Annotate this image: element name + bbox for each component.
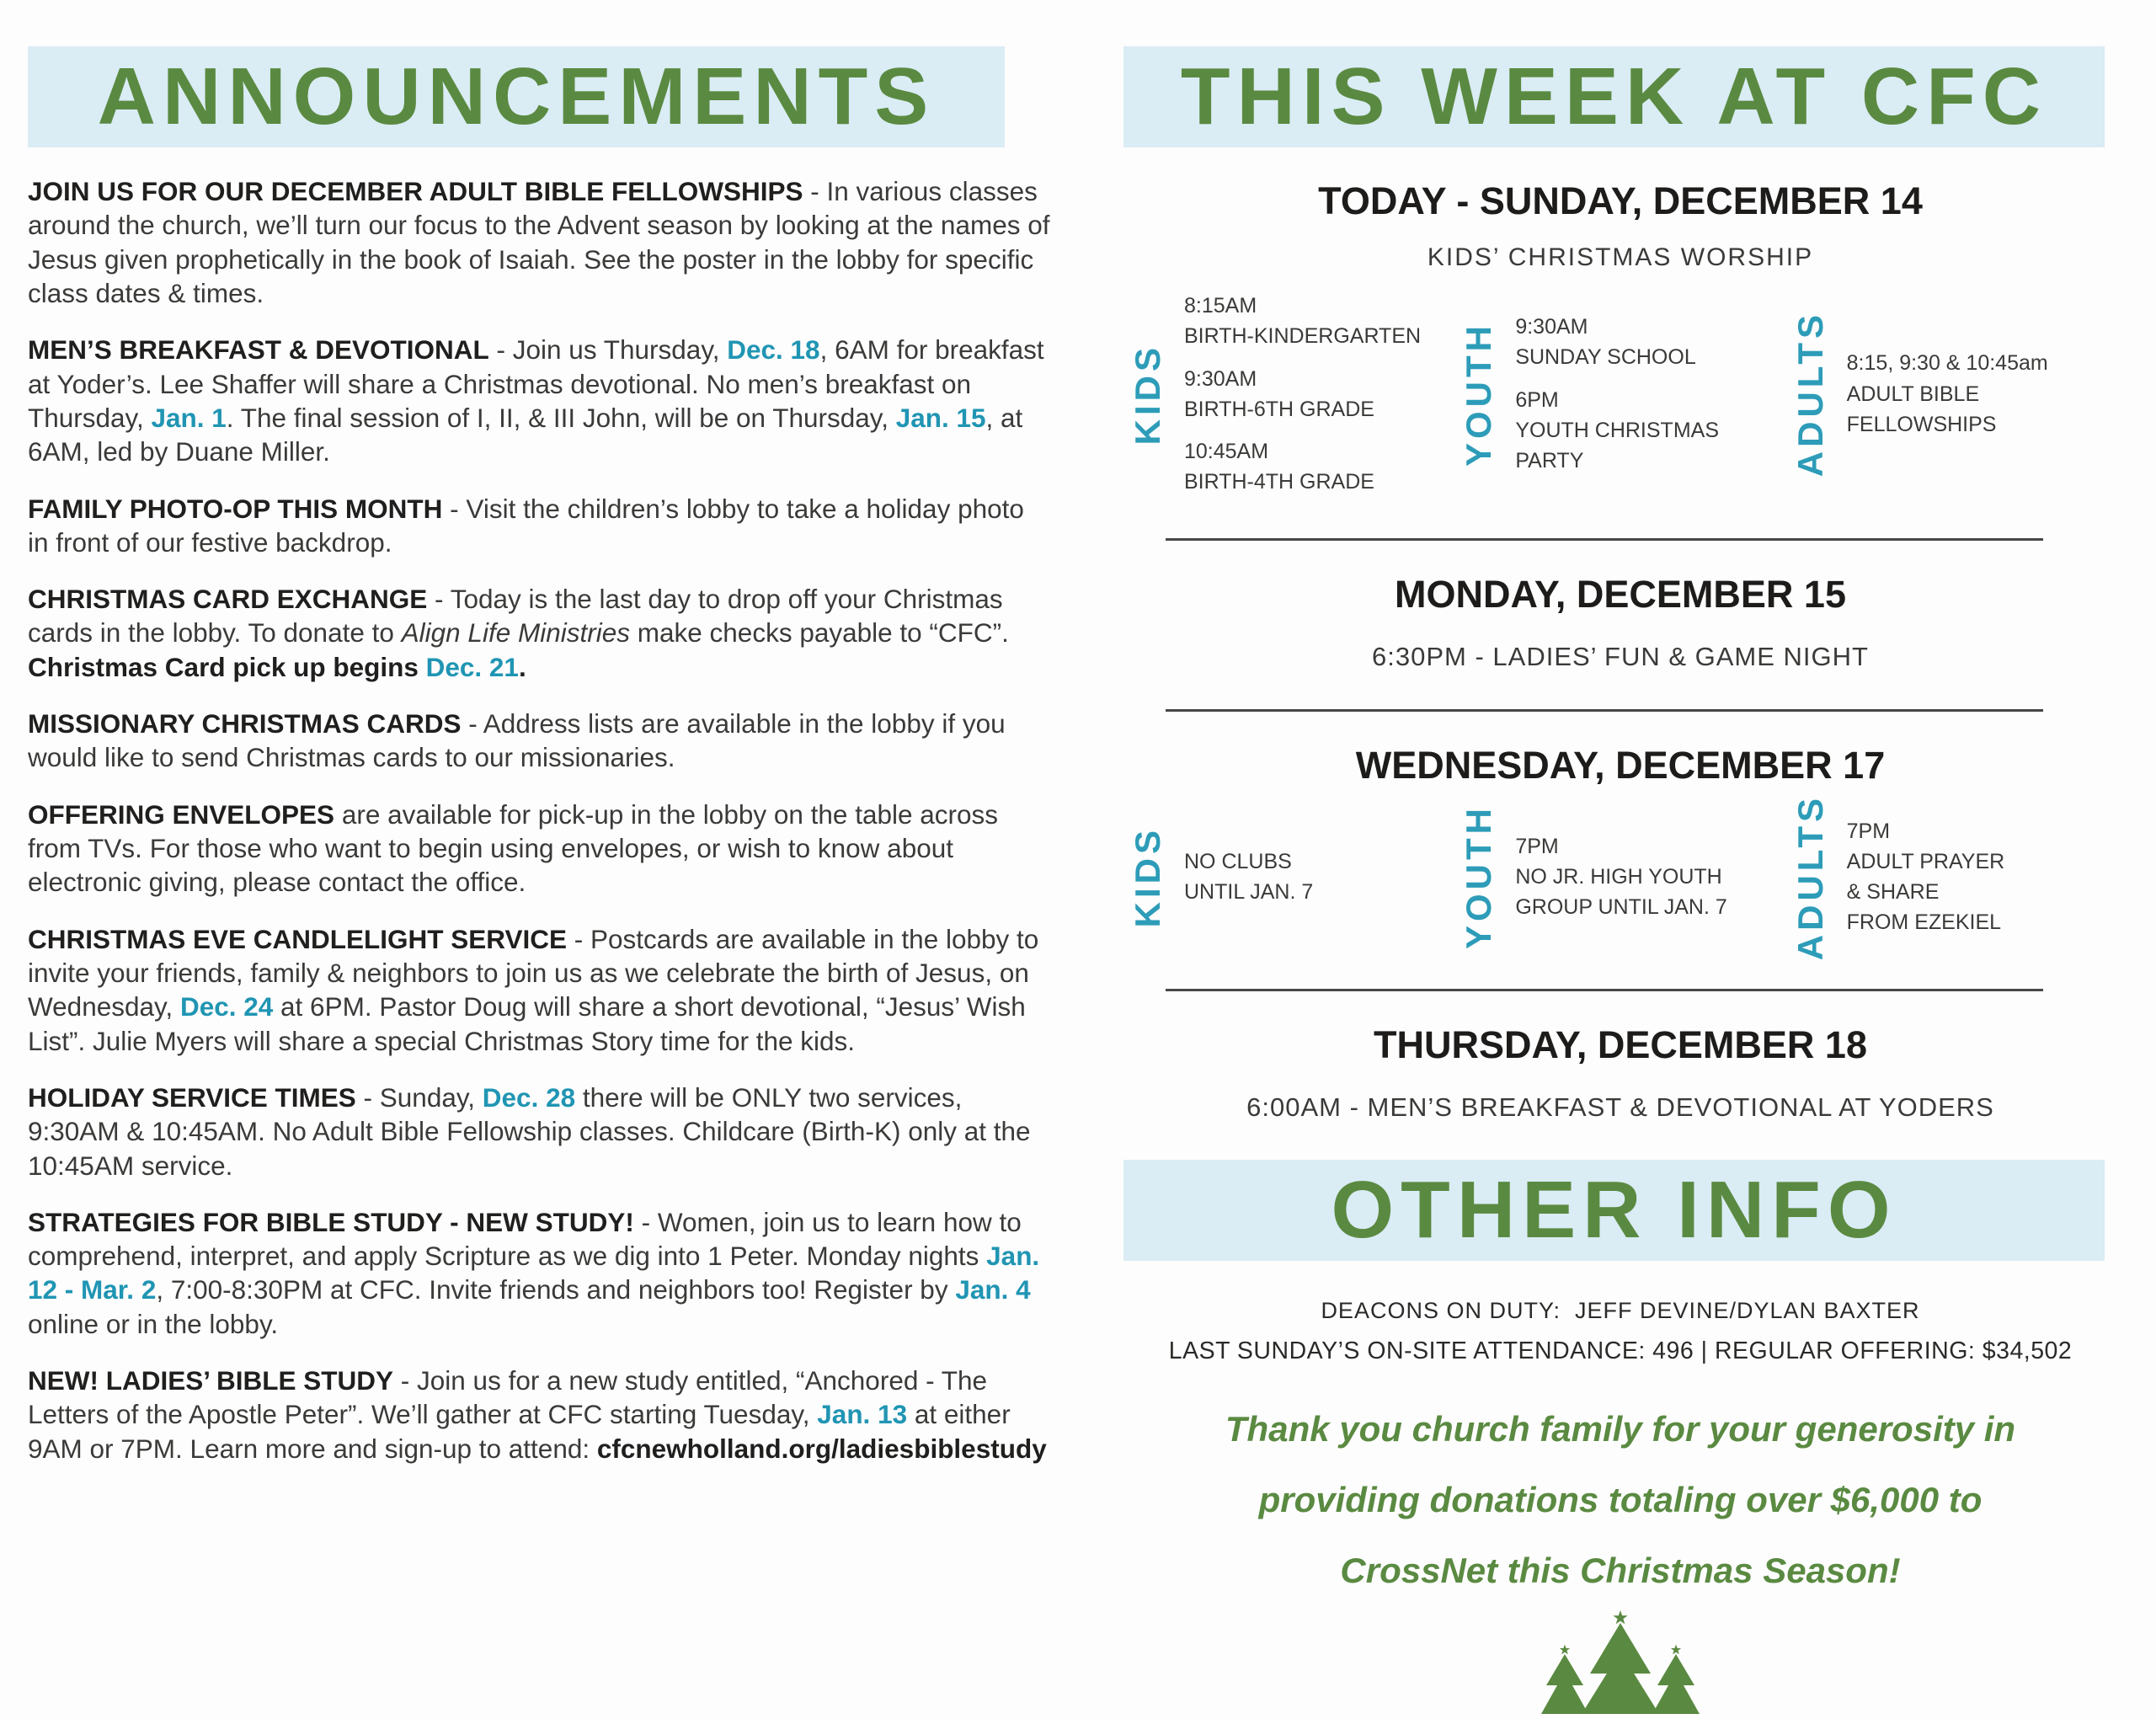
thank-you-line: Thank you church family for your generosity in <box>1225 1408 2016 1449</box>
other-info-band <box>1123 1160 2105 1261</box>
day-section <box>1123 573 2117 672</box>
text-segment: OFFERING ENVELOPES <box>28 798 335 830</box>
text-segment: , 7:00-8:30PM at CFC. Invite friends and neighbors too! Register by <box>156 1274 956 1305</box>
group-label-wrap <box>1454 322 1503 467</box>
schedule-line: 8:15AM <box>1184 294 1257 318</box>
schedule-block <box>1184 364 1421 425</box>
schedule-line: NO CLUBS <box>1184 849 1292 873</box>
deacons-on-duty-line: DEACONS ON DUTY: JEFF DEVINE/DYLAN BAXTER <box>1321 1297 1920 1323</box>
announcements-column <box>28 46 1051 1488</box>
thank-you-line: providing donations totaling over $6,000 to <box>1258 1479 1983 1519</box>
group-label-wrap <box>1123 826 1172 927</box>
group-blocks <box>1847 804 2005 950</box>
schedule-line: 7PM <box>1515 834 1559 858</box>
schedule-groups <box>1123 794 2117 960</box>
schedule-groups <box>1123 279 2117 510</box>
text-segment: . <box>518 651 526 682</box>
schedule-block <box>1515 312 1719 373</box>
group-label: YOUTH <box>1459 321 1499 467</box>
day-heading: MONDAY, DECEMBER 15 <box>1395 572 1846 616</box>
announcement-paragraph <box>28 922 1051 1058</box>
schedule-block <box>1184 436 1421 498</box>
thank-you-line: CrossNet this Christmas Season! <box>1340 1550 1901 1590</box>
text-segment: - Women, join us to learn how to comprehend, interpret, and apply Scripture as we dig into 1 Peter. Monday nights <box>28 1206 1022 1272</box>
text-segment: . The final session of I, II, & III John, will be on Thursday, <box>226 402 896 433</box>
schedule-line: YOUTH CHRISTMAS <box>1515 418 1720 442</box>
text-segment: online or in the lobby. <box>28 1308 279 1339</box>
announcement-paragraph <box>28 1205 1051 1341</box>
text-segment: - Sunday, <box>355 1081 483 1113</box>
announcements-header-band <box>28 46 1005 147</box>
event-line: 6:00AM - MEN’S BREAKFAST & DEVOTIONAL AT YODERS <box>1246 1092 1994 1122</box>
day-heading: WEDNESDAY, DECEMBER 17 <box>1355 743 1886 787</box>
text-segment: cfcnewholland.org/ladiesbiblestudy <box>596 1433 1047 1464</box>
text-segment: Jan. 4 <box>955 1274 1031 1305</box>
day-section <box>1123 744 2117 960</box>
text-segment: make checks payable to “CFC”. <box>630 617 1009 649</box>
text-segment: Dec. 18 <box>727 334 820 366</box>
text-segment: Jan. 12 - Mar. 2 <box>28 1241 1040 1305</box>
announcement-paragraph <box>28 582 1051 684</box>
group-label: KIDS <box>1128 825 1167 928</box>
text-segment: at 6PM. Pastor Doug will share a short devotional, “Jesus’ Wish List”. Julie Myers will share a special Christmas Story time for the kids. <box>28 991 1026 1056</box>
group-label: YOUTH <box>1459 804 1499 950</box>
group-blocks <box>1184 835 1313 920</box>
section-divider <box>1166 989 2043 991</box>
schedule-line: FROM EZEKIEL <box>1846 910 2002 935</box>
schedule-group-adults <box>1786 794 2117 960</box>
week-sections <box>1123 179 2117 1123</box>
schedule-line: BIRTH-6TH GRADE <box>1184 397 1374 421</box>
schedule-line: 6PM <box>1515 387 1559 412</box>
text-segment: Dec. 21 <box>425 651 519 682</box>
text-segment: , 6AM for breakfast at Yoder’s. Lee Shaffer will share a Christmas devotional. No men’s breakfast on Thursday, <box>28 334 1044 433</box>
schedule-line: 7PM <box>1846 819 1891 843</box>
text-segment: Align Life Ministries <box>401 617 630 649</box>
schedule-group-kids <box>1123 826 1454 927</box>
text-segment: FAMILY PHOTO-OP THIS MONTH <box>28 493 443 524</box>
text-segment: - Today is the last day to drop off your Christmas cards in the lobby. To donate to <box>28 584 1003 649</box>
text-segment: are available for pick-up in the lobby on the table across from TVs. For those who want to begin using envelopes, or wish to know about electronic giving, please contact the office. <box>28 798 999 898</box>
schedule-group-youth <box>1454 300 1785 488</box>
schedule-line: BIRTH-4TH GRADE <box>1184 470 1374 494</box>
text-segment: - In various classes around the church, we’ll turn our focus to the Advent season by looking at the names of Jesus given prophetically in the book of Isaiah. See the poster in the lobby for specific class dates & times. <box>28 176 1050 308</box>
schedule-line: 8:15, 9:30 & 10:45am <box>1846 351 2048 376</box>
text-segment: - Join us Thursday, <box>488 334 728 366</box>
schedule-block <box>1184 846 1313 908</box>
day-heading: TODAY - SUNDAY, DECEMBER 14 <box>1318 179 1923 222</box>
text-segment: - Join us for a new study entitled, “Anchored - The Letters of the Apostle Peter”. We’ll gather at CFC starting Tuesday, <box>28 1365 988 1430</box>
attendance-offering-line: LAST SUNDAY’S ON-SITE ATTENDANCE: 496 | REGULAR OFFERING: $34,502 <box>1168 1337 2073 1364</box>
announcements-title: ANNOUNCEMENTS <box>97 51 936 141</box>
schedule-line: FELLOWSHIPS <box>1846 412 1997 436</box>
schedule-block <box>1184 291 1421 352</box>
day-heading: THURSDAY, DECEMBER 18 <box>1374 1022 1867 1066</box>
schedule-line: PARTY <box>1515 449 1584 473</box>
schedule-line: 10:45AM <box>1184 440 1269 463</box>
announcements-list <box>28 174 1051 1465</box>
text-segment: - Visit the children’s lobby to take a holiday photo in front of our festive backdrop. <box>28 493 1024 558</box>
section-divider <box>1166 709 2043 712</box>
other-info-title: OTHER INFO <box>1331 1164 1897 1255</box>
text-segment: STRATEGIES FOR BIBLE STUDY - NEW STUDY! <box>28 1206 634 1237</box>
text-segment: Christmas Card pick up begins <box>28 651 426 682</box>
text-segment: MEN’S BREAKFAST & DEVOTIONAL <box>28 334 489 366</box>
group-label-wrap <box>1123 344 1172 445</box>
group-blocks <box>1515 300 1719 488</box>
schedule-line: 9:30AM <box>1184 366 1257 391</box>
schedule-group-youth <box>1454 804 1785 949</box>
schedule-line: & SHARE <box>1846 880 1940 905</box>
week-title: THIS WEEK AT CFC <box>1180 51 2048 141</box>
text-segment: , at 6AM, led by Duane Miller. <box>28 402 1023 467</box>
schedule-line: UNTIL JAN. 7 <box>1184 880 1314 905</box>
text-segment: Jan. 15 <box>895 402 986 433</box>
thank-you-message <box>1123 1394 2117 1606</box>
text-segment: Jan. 13 <box>817 1399 908 1430</box>
announcement-paragraph <box>28 1081 1051 1182</box>
announcement-paragraph <box>28 1364 1051 1465</box>
text-segment: JOIN US FOR OUR DECEMBER ADULT BIBLE FELLOWSHIPS <box>28 176 803 206</box>
schedule-line: BIRTH-KINDERGARTEN <box>1184 324 1422 349</box>
christmas-trees-icon <box>1123 1608 2117 1719</box>
group-label: ADULTS <box>1790 311 1830 478</box>
day-subtitle: KIDS’ CHRISTMAS WORSHIP <box>1427 243 1814 271</box>
group-label-wrap <box>1786 794 1835 960</box>
announcement-paragraph <box>28 333 1051 468</box>
announcement-paragraph <box>28 492 1051 560</box>
announcement-paragraph <box>28 707 1051 775</box>
this-week-column <box>1123 46 2117 1719</box>
schedule-line: ADULT BIBLE <box>1846 382 1980 406</box>
text-segment: Dec. 28 <box>482 1081 576 1113</box>
text-segment: MISSIONARY CHRISTMAS CARDS <box>28 708 462 739</box>
text-segment: Jan. 1 <box>151 402 227 433</box>
group-blocks <box>1515 819 1726 935</box>
group-label: KIDS <box>1128 343 1167 445</box>
section-divider <box>1166 538 2043 541</box>
schedule-line: 9:30AM <box>1515 315 1588 339</box>
day-section <box>1123 179 2117 510</box>
group-blocks <box>1184 279 1421 510</box>
group-label-wrap <box>1786 311 1835 477</box>
day-section <box>1123 1023 2117 1123</box>
schedule-line: NO JR. HIGH YOUTH <box>1515 864 1722 889</box>
schedule-line: SUNDAY SCHOOL <box>1515 345 1696 370</box>
schedule-line: GROUP UNTIL JAN. 7 <box>1515 895 1727 920</box>
text-segment: - Address lists are available in the lobby if you would like to send Christmas cards to our missionaries. <box>28 708 1006 773</box>
week-header-band <box>1123 46 2105 147</box>
schedule-block <box>1515 831 1726 923</box>
schedule-block <box>1515 385 1719 477</box>
announcement-paragraph <box>28 174 1051 310</box>
text-segment: at either 9AM or 7PM. Learn more and sign-up to attend: <box>28 1399 1011 1464</box>
text-segment: CHRISTMAS EVE CANDLELIGHT SERVICE <box>28 923 567 954</box>
schedule-block <box>1847 348 2048 440</box>
text-segment: NEW! LADIES’ BIBLE STUDY <box>28 1365 394 1396</box>
text-segment: - Postcards are available in the lobby to invite your friends, family & neighbors to join us as we celebrate the birth of Jesus, on Wednesday, <box>28 923 1039 1022</box>
group-label-wrap <box>1454 804 1503 949</box>
text-segment: Dec. 24 <box>179 991 274 1022</box>
text-segment: there will be ONLY two services, 9:30AM & 10:45AM. No Adult Bible Fellowship classes. Childcare (Birth-K) only at the 10:45AM service. <box>28 1081 1031 1181</box>
schedule-block <box>1847 816 2005 938</box>
text-segment: HOLIDAY SERVICE TIMES <box>28 1081 356 1113</box>
group-blocks <box>1847 336 2048 451</box>
announcement-paragraph <box>28 798 1051 900</box>
text-segment: CHRISTMAS CARD EXCHANGE <box>28 584 428 615</box>
schedule-group-kids <box>1123 279 1454 510</box>
schedule-group-adults <box>1786 311 2117 477</box>
group-label: ADULTS <box>1790 793 1830 960</box>
schedule-line: ADULT PRAYER <box>1846 849 2005 873</box>
event-line: 6:30PM - LADIES’ FUN & GAME NIGHT <box>1372 641 1869 671</box>
